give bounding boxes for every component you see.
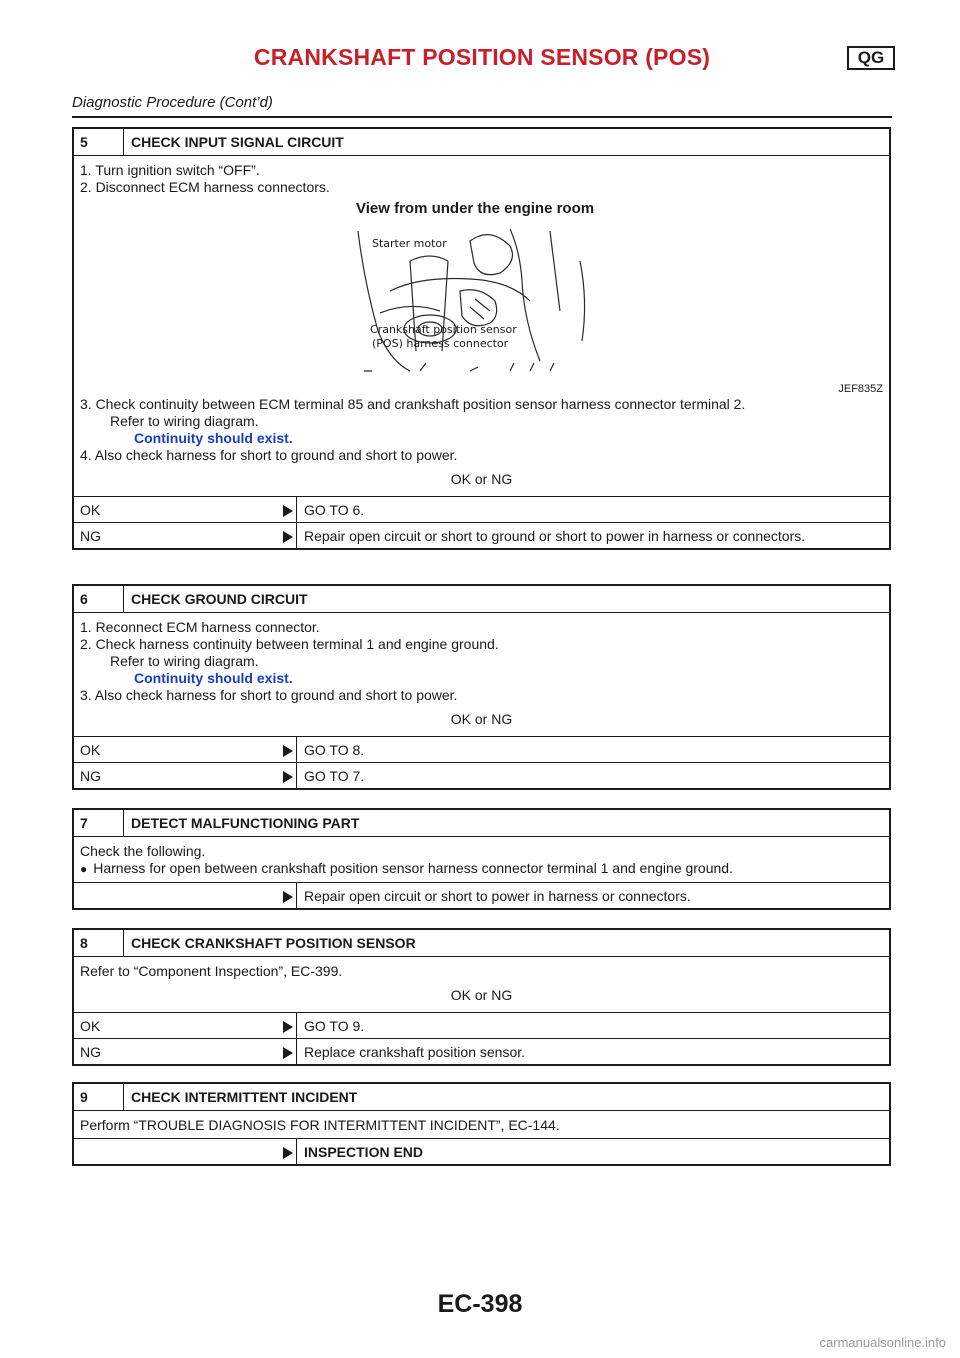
instruction: 2. Check harness continuity between terminal 1 and engine ground. [80, 636, 499, 652]
instruction: 3. Check continuity between ECM terminal 85 and crankshaft position sensor harness connector terminal 2. [80, 396, 746, 412]
instruction: 4. Also check harness for short to ground and short to power. [80, 447, 458, 463]
page-number: EC-398 [437, 1290, 523, 1318]
step-header [74, 1084, 889, 1111]
result-action: Repair open circuit or short to power in harness or connectors. [304, 888, 691, 904]
arrow-icon [283, 531, 293, 543]
instruction: 1. Turn ignition switch “OFF”. [80, 162, 260, 178]
arrow-icon [283, 891, 293, 903]
result-row-ok [74, 496, 889, 522]
step-header [74, 129, 889, 156]
section-subtitle: Diagnostic Procedure (Cont’d) [72, 94, 273, 111]
result-action: GO TO 6. [304, 502, 365, 518]
result-row-ok [74, 736, 889, 762]
result-label: NG [80, 1044, 101, 1060]
result-action: INSPECTION END [304, 1144, 424, 1160]
sensor-label-line2: (POS) harness connector [372, 337, 509, 350]
arrow-icon [283, 1047, 293, 1059]
step-number: 5 [80, 134, 88, 150]
instruction: Refer to “Component Inspection”, EC-399. [80, 963, 343, 979]
engine-badge: QG [847, 46, 895, 70]
section-title: CRANKSHAFT POSITION SENSOR (POS) [253, 44, 711, 70]
step-header [74, 810, 889, 837]
step-title: CHECK INTERMITTENT INCIDENT [131, 1089, 358, 1105]
step-body [74, 957, 889, 1012]
step-body [74, 613, 889, 736]
ok-or-ng: OK or NG [450, 711, 513, 727]
step-header [74, 586, 889, 613]
result-label: OK [80, 502, 101, 518]
result-row-ng [74, 1038, 889, 1064]
step-body [74, 837, 889, 882]
instruction: Perform “TROUBLE DIAGNOSIS FOR INTERMITTENT INCIDENT”, EC-144. [80, 1117, 560, 1133]
instruction: 1. Reconnect ECM harness connector. [80, 619, 320, 635]
step-title: CHECK CRANKSHAFT POSITION SENSOR [131, 935, 416, 951]
result-action: GO TO 8. [304, 742, 365, 758]
step-title: CHECK GROUND CIRCUIT [131, 591, 308, 607]
step-number: 6 [80, 591, 88, 607]
arrow-icon [283, 1021, 293, 1033]
result-action: Repair open circuit or short to ground or short to power in harness or connectors. [304, 528, 806, 544]
instruction: Refer to wiring diagram. [110, 653, 259, 669]
sensor-label-line1: Crankshaft position sensor [370, 323, 517, 336]
expected-result: Continuity should exist. [134, 430, 293, 446]
result-label: OK [80, 742, 101, 758]
result-row-ng [74, 522, 889, 548]
instruction: Refer to wiring diagram. [110, 413, 259, 429]
header-divider [72, 116, 892, 118]
step-8 [72, 928, 891, 1066]
result-row-ng [74, 762, 889, 788]
result-action: GO TO 9. [304, 1018, 365, 1034]
engine-room-illustration [350, 221, 610, 381]
bullet-icon: ● [80, 862, 88, 876]
result-action: Replace crankshaft position sensor. [304, 1044, 526, 1060]
instruction: Check the following. [80, 843, 206, 859]
step-header [74, 930, 889, 957]
step-body [74, 1111, 889, 1138]
step-5 [72, 127, 891, 550]
figure-caption: View from under the engine room [356, 200, 595, 217]
arrow-icon [283, 771, 293, 783]
figure-code: JEF835Z [838, 383, 883, 395]
result-row-ok [74, 1012, 889, 1038]
ok-or-ng: OK or NG [450, 471, 513, 487]
ok-or-ng: OK or NG [450, 987, 513, 1003]
step-title: CHECK INPUT SIGNAL CIRCUIT [131, 134, 344, 150]
step-number: 8 [80, 935, 88, 951]
step-body [74, 156, 889, 496]
result-label: NG [80, 528, 101, 544]
step-title: DETECT MALFUNCTIONING PART [131, 815, 360, 831]
step-7 [72, 808, 891, 910]
result-row [74, 1138, 889, 1164]
starter-motor-label: Starter motor [372, 237, 447, 250]
step-number: 7 [80, 815, 88, 831]
result-label: NG [80, 768, 101, 784]
expected-result: Continuity should exist. [134, 670, 293, 686]
watermark: carmanualsonline.info [819, 1335, 946, 1350]
arrow-icon [283, 745, 293, 757]
arrow-icon [283, 505, 293, 517]
result-action: GO TO 7. [304, 768, 365, 784]
step-6 [72, 584, 891, 790]
arrow-icon [283, 1147, 293, 1159]
instruction: 2. Disconnect ECM harness connectors. [80, 179, 330, 195]
instruction: 3. Also check harness for short to ground and short to power. [80, 687, 458, 703]
result-label: OK [80, 1018, 101, 1034]
step-9 [72, 1082, 891, 1166]
result-row [74, 882, 889, 908]
step-number: 9 [80, 1089, 88, 1105]
bullet-item: ● Harness for open between crankshaft position sensor harness connector terminal 1 and engine ground. [80, 860, 733, 876]
sensor-location-figure [80, 196, 883, 396]
